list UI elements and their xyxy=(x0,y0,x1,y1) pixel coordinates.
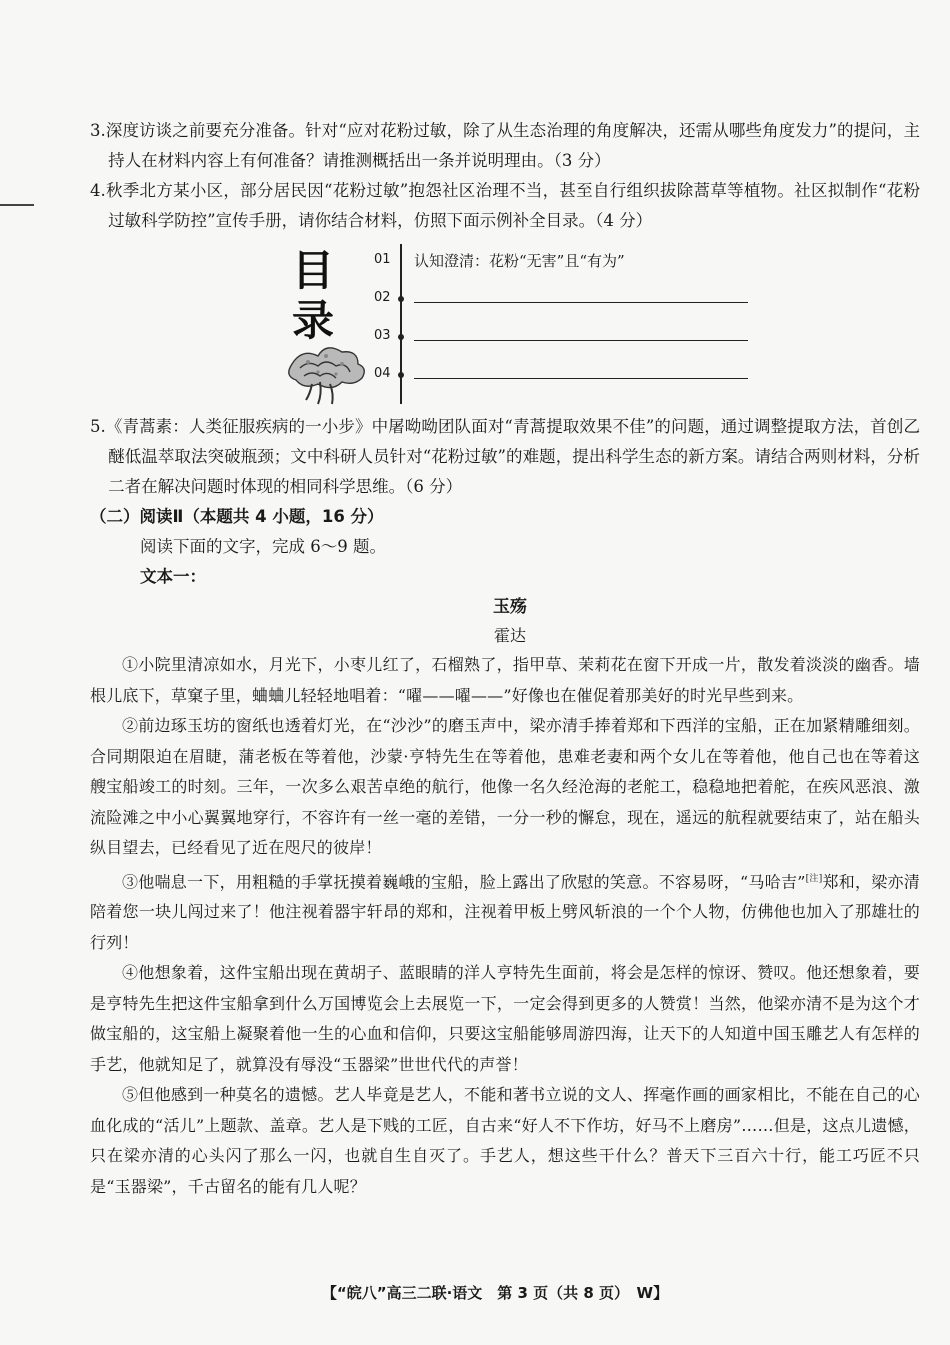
scan-edge-mark xyxy=(0,204,34,206)
paragraph-4: ④他想象着，这件宝船出现在黄胡子、蓝眼睛的洋人亨特先生面前，将会是怎样的惊讶、赞叹。他还想象着，要是亨特先生把这件宝船拿到什么万国博览会上去展览一下，一定会得到更多的人赞赏！当然，他梁亦清不是为这个才做宝船的，这宝船上凝聚着他一生的心血和信仰，只要这宝船能够周游四海，让天下的人知道中国玉雕艺人有怎样的手艺，他就知足了，就算没有辱没“玉器梁”世世代代的声誉！ xyxy=(90,963,920,1074)
story-author: 霍达 xyxy=(493,626,526,645)
table-of-contents-figure: 目 录 01 认知澄清：花粉“无害”且“有为” 02 03 04 xyxy=(90,244,920,410)
toc-title xyxy=(292,246,338,346)
bullet-dot-icon xyxy=(398,334,404,340)
footnote-marker: [注] xyxy=(805,873,823,884)
text-one-label: 文本一： xyxy=(140,567,206,586)
toc-vertical-line xyxy=(400,244,402,404)
exam-page xyxy=(90,116,920,1202)
question-5: 5.《青蒿素：人类征服疾病的一小步》中屠呦呦团队面对“青蒿提取效果不佳”的问题，通过调整提取方法，首创乙醚低温萃取法突破瓶颈；文中科研人员针对“花粉过敏”的难题，提出科学生态的新方案。请结合两则材料，分析二者在解决问题时体现的相同科学思维。（6 分） xyxy=(90,417,920,496)
paragraph-2: ②前边琢玉坊的窗纸也透着灯光，在“沙沙”的磨玉声中，梁亦清手捧着郑和下西洋的宝船，正在加紧精雕细刻。合同期限迫在眉睫，蒲老板在等着他，沙蒙·亨特先生在等着他，患难老妻和两个女儿在等着他，他自己也在等着这艘宝船竣工的时刻。三年，一次多么艰苦卓绝的航行，他像一名久经沧海的老舵工，稳稳地把着舵，在疾风恶浪、激流险滩之中小心翼翼地穿行，不容许有一丝一毫的差错，一分一秒的懈怠，现在，遥远的航程就要结束了，站在船头纵目望去，已经看见了近在咫尺的彼岸！ xyxy=(90,716,920,857)
bullet-dot-icon xyxy=(398,296,404,302)
blank-answer-line xyxy=(414,302,748,303)
story-title: 玉殇 xyxy=(493,597,527,617)
page-footer: 【“皖八”高三二联·语文 第 3 页（共 8 页） W】 xyxy=(321,1284,669,1302)
question-3: 3.深度访谈之前要充分准备。针对“应对花粉过敏，除了从生态治理的角度解决，还需从哪些角度发力”的提问，主持人在材料内容上有何准备？请推测概括出一条并说明理由。（3 分） xyxy=(90,121,920,170)
toc-row-text: 认知澄清：花粉“无害”且“有为” xyxy=(414,252,625,270)
paragraph-5: ⑤但他感到一种莫名的遗憾。艺人毕竟是艺人，不能和著书立说的文人、挥毫作画的画家相比，不能在自己的心血化成的“活儿”上题款、盖章。艺人是下贱的工匠，自古来“好人不下作坊，好马不上磨房”……但是，这点儿遗憾，只在梁亦清的心头闪了那么一闪，也就自生自灭了。手艺人，想这些干什么？普天下三百六十行，能工巧匠不只是“玉器梁”，千古留名的能有几人呢？ xyxy=(90,1085,920,1196)
toc-title-char-1: 目 xyxy=(292,246,335,295)
blank-answer-line xyxy=(414,340,748,341)
reading-instruction: 阅读下面的文字，完成 6～9 题。 xyxy=(140,537,386,556)
section-heading: （二）阅读Ⅱ（本题共 4 小题，16 分） xyxy=(90,507,384,526)
blank-answer-line xyxy=(414,378,748,379)
question-4: 4.秋季北方某小区，部分居民因“花粉过敏”抱怨社区治理不当，甚至自行组织拔除蒿草等植物。社区拟制作“花粉过敏科学防控”宣传手册，请你结合材料，仿照下面示例补全目录。（4 分） xyxy=(90,181,920,230)
paragraph-3: ③他喘息一下，用粗糙的手掌抚摸着巍峨的宝船，脸上露出了欣慰的笑意。不容易呀，“马哈吉”[注]郑和，梁亦清陪着您一块儿闯过来了！他注视着器宇轩昂的郑和，注视着甲板上劈风斩浪的一个个人物，仿佛他也加入了那雄壮的行列！ xyxy=(90,871,921,952)
toc-title-char-2: 录 xyxy=(292,296,335,345)
cloud-decoration-icon xyxy=(278,334,374,408)
paragraph-1: ①小院里清凉如水，月光下，小枣儿红了，石榴熟了，指甲草、茉莉花在窗下开成一片，散发着淡淡的幽香。墙根儿底下，草窠子里，蛐蛐儿轻轻地唱着：“嚁——嚁——”好像也在催促着那美好的时光早些到来。 xyxy=(90,655,920,705)
bullet-dot-icon xyxy=(398,372,404,378)
